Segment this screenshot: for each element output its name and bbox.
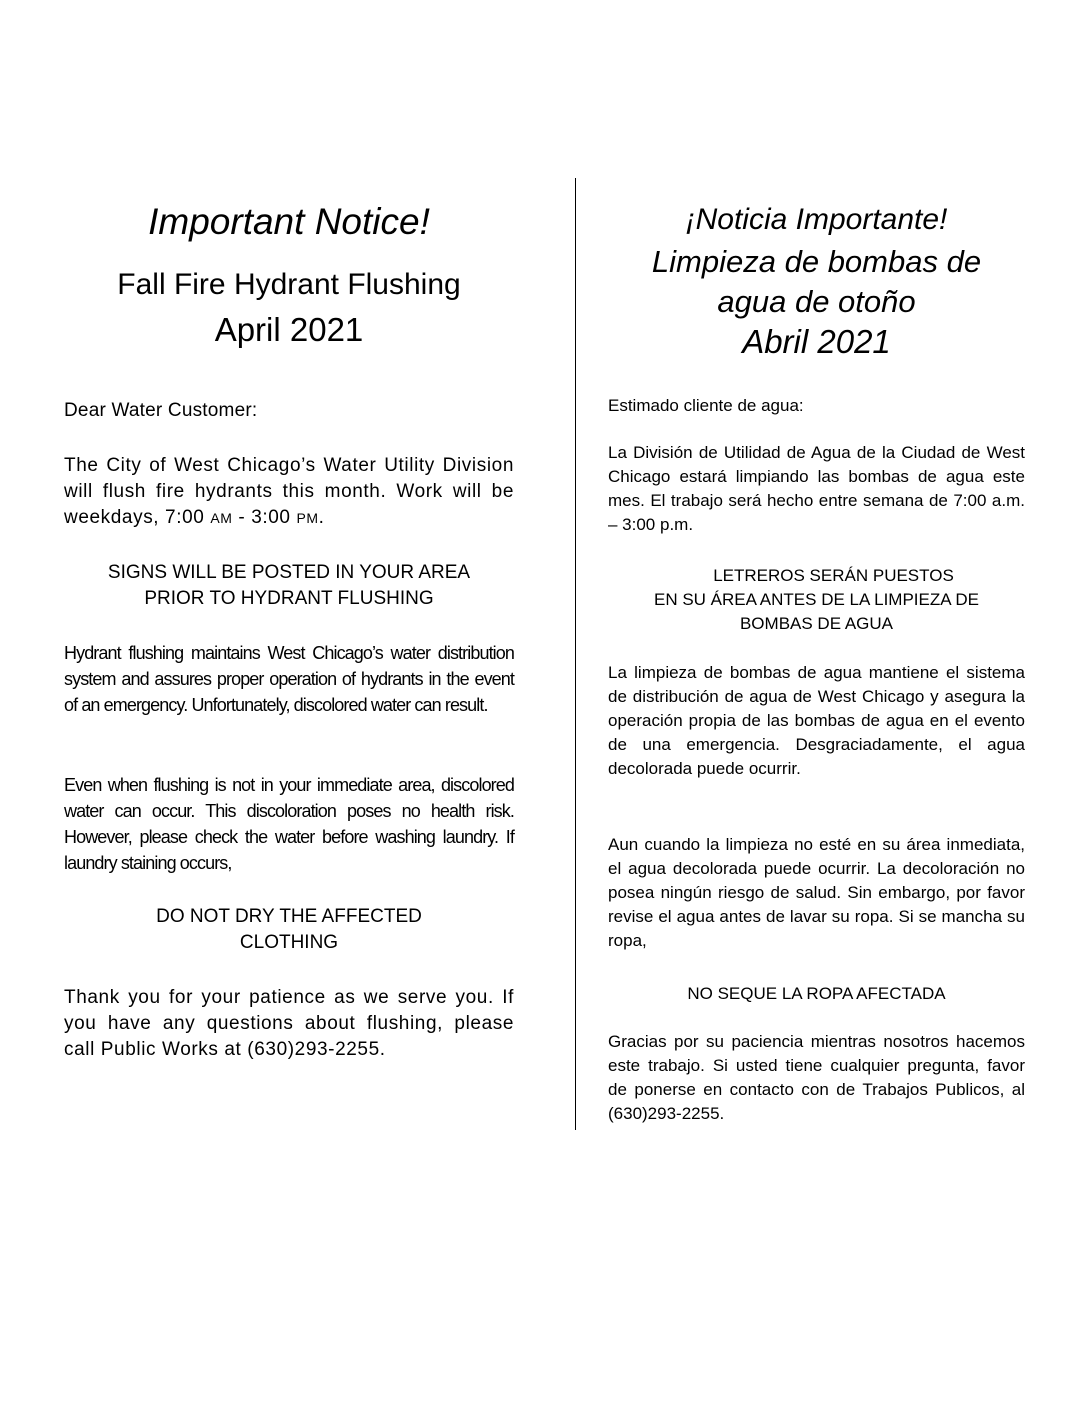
signs-line-1: SIGNS WILL BE POSTED IN YOUR AREA [107,562,471,583]
subtitle-es-line-2: agua de otoño [717,284,916,319]
discoloration-paragraph-es: Aun cuando la limpieza no esté en su área inmediata, el agua decolorada puede ocurrir. La decoloración no posea ningún riesgo de salud. Sin embargo, por favor revise el agua antes de lavar su ropa. Si se mancha su ropa, [608,835,1025,950]
maintenance-paragraph-es: La limpieza de bombas de agua mantiene el sistema de distribución de agua de West Chicago y asegura la operación propia de las bombas de agua en el evento de una emergencia. Desgraciadamente, el agua decolorada puede ocurrir. [608,663,1025,778]
intro-paragraph [64,453,514,531]
signs-es-line-1: LETREROS SERÁN PUESTOS [713,566,954,585]
notice-subtitle: Fall Fire Hydrant Flushing [117,268,461,301]
closing-paragraph-es: Gracias por su paciencia mientras nosotros hacemos este trabajo. Si usted tiene cualquier pregunta, favor de ponerse en contacto con de Trabajos Publicos, al (630)293-2255. [608,1032,1025,1123]
notice-title: Important Notice! [148,201,430,242]
discoloration-paragraph: Even when flushing is not in your immediate area, discolored water can occur. This discoloration poses no health risk. However, please check the water before washing laundry. If laundry staining occurs, [64,775,514,873]
intro-text-mid: - 3:00 [232,507,297,528]
intro-paragraph-es: La División de Utilidad de Agua de la Ciudad de West Chicago estará limpiando las bombas de agua este mes. El trabajo será hecho entre semana de 7:00 a.m. – 3:00 p.m. [608,443,1025,534]
greeting-es: Estimado cliente de agua: [608,396,804,415]
intro-text: The City of West Chicago’s Water Utility Division will flush fire hydrants this month. Work will be weekdays, 7:00 [64,455,514,528]
signs-es-line-3: BOMBAS DE AGUA [739,614,894,633]
notice-subtitle-es [608,242,1025,322]
notice-date-es: Abril 2021 [742,323,891,360]
dry-warning-line-2: CLOTHING [239,932,339,953]
column-divider [575,178,576,1130]
signs-notice-es [608,564,1025,636]
am-label: AM [210,510,233,526]
dry-warning [64,904,514,956]
intro-text-end: . [318,507,325,528]
subtitle-es-line-1: Limpieza de bombas de [651,244,982,279]
signs-line-2: PRIOR TO HYDRANT FLUSHING [144,588,434,609]
notice-date: April 2021 [214,311,364,348]
signs-notice [64,560,514,612]
dry-warning-line-1: DO NOT DRY THE AFFECTED [156,906,422,927]
greeting: Dear Water Customer: [64,400,258,421]
maintenance-paragraph: Hydrant flushing maintains West Chicago’s water distribution system and assures proper operation of hydrants in the event of an emergency. Unfortunately, discolored water can result. [64,643,514,715]
closing-paragraph: Thank you for your patience as we serve you. If you have any questions about flushing, please call Public Works at (630)293-2255. [64,987,514,1060]
signs-es-line-2: EN SU ÁREA ANTES DE LA LIMPIEZA DE [653,590,979,609]
dry-warning-es: NO SEQUE LA ROPA AFECTADA [687,984,946,1003]
notice-title-es: ¡Noticia Importante! [685,203,948,236]
pm-label: PM [296,510,319,526]
